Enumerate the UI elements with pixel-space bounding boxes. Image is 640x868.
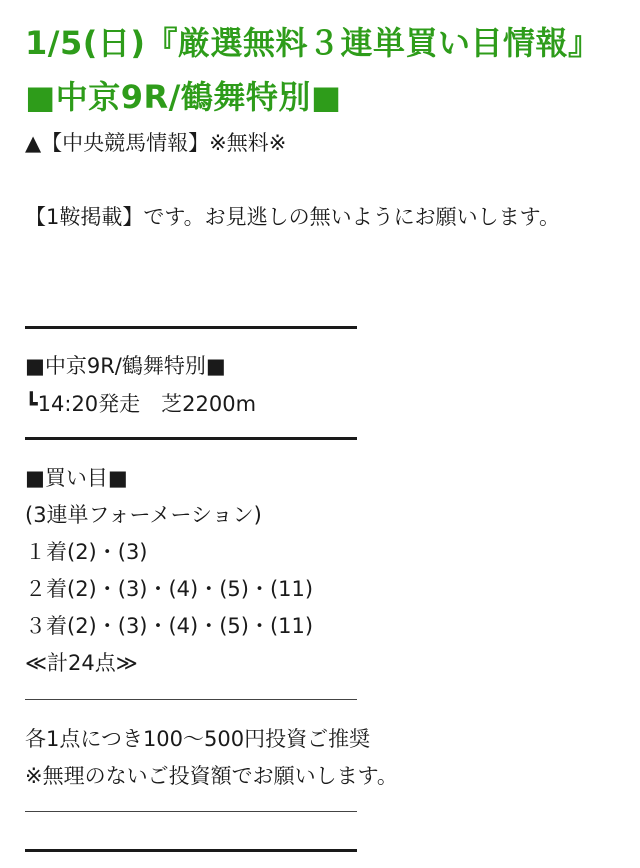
article-title: 1/5(日)『厳選無料３連単買い目情報』■中京9R/鶴舞特別■: [25, 24, 601, 116]
race-detail: ┗14:20発走 芝2200m: [25, 392, 257, 416]
divider: [25, 437, 357, 440]
investment-note: ※無理のないご投資額でお願いします。: [25, 764, 398, 788]
bets-total: ≪計24点≫: [25, 651, 138, 675]
race-name: ■中京9R/鶴舞特別■: [25, 354, 226, 378]
bets-type: (3連単フォーメーション): [25, 503, 262, 527]
divider: [25, 811, 357, 812]
divider: [25, 699, 357, 700]
bets-second: ２着(2)・(3)・(4)・(5)・(11): [25, 577, 314, 601]
bets-heading: ■買い目■: [25, 466, 128, 490]
bets-third: ３着(2)・(3)・(4)・(5)・(11): [25, 614, 314, 638]
investment-amount: 各1点につき100〜500円投資ご推奨: [25, 727, 371, 751]
divider: [25, 849, 357, 852]
bets-first: １着(2)・(3): [25, 540, 148, 564]
divider: [25, 326, 357, 329]
category-label: ▲【中央競馬情報】※無料※: [25, 131, 287, 155]
notice-text: 【1鞍掲載】です。お見逃しの無いようにお願いします。: [25, 205, 560, 229]
